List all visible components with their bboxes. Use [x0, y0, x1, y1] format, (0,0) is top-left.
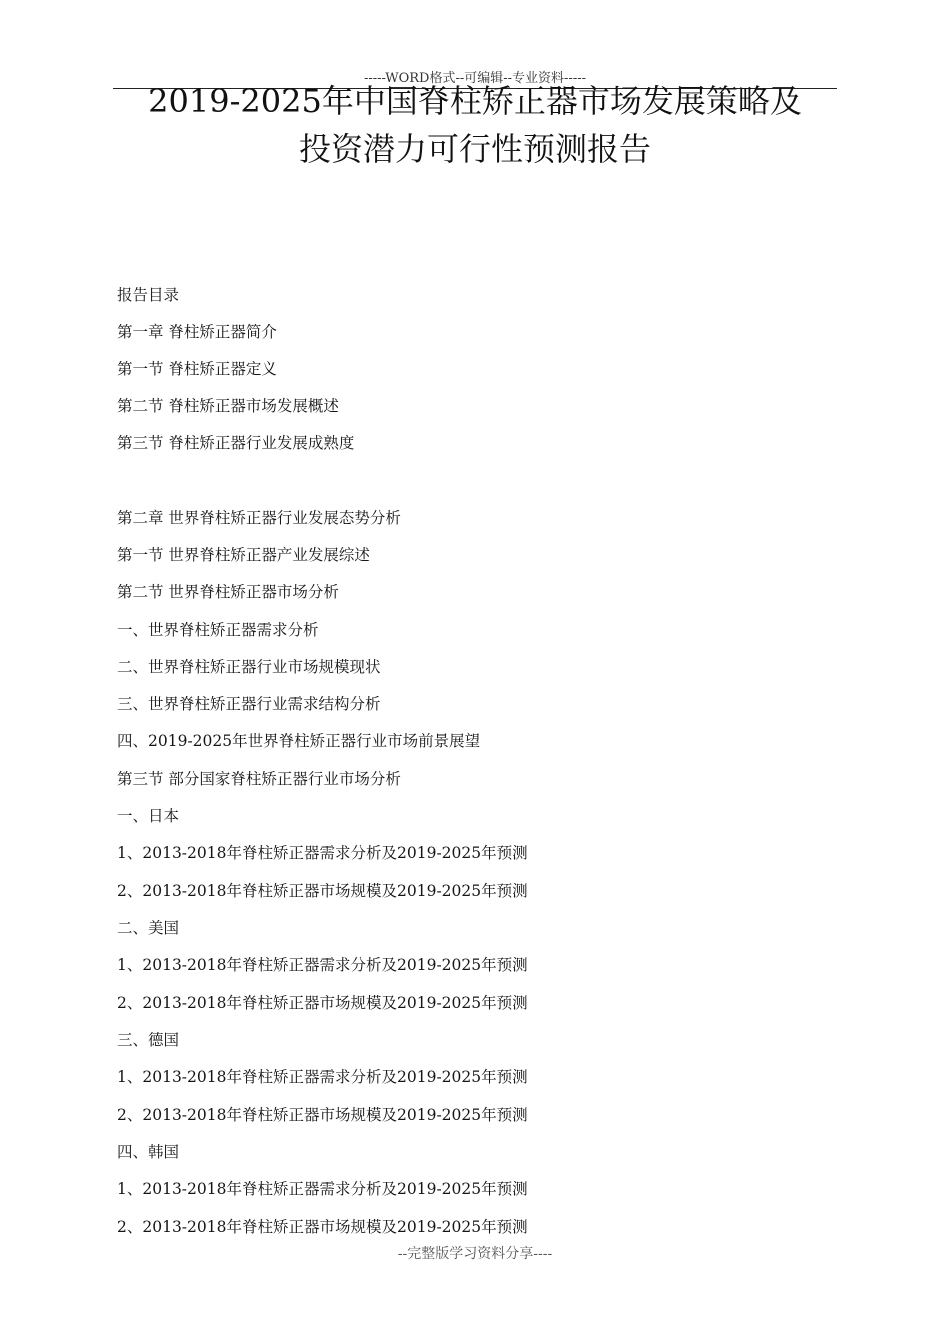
toc-section: 第三节 部分国家脊柱矫正器行业市场分析	[117, 770, 401, 788]
toc-chapter-2: 第二章 世界脊柱矫正器行业发展态势分析	[117, 509, 401, 527]
toc-subsection: 二、世界脊柱矫正器行业市场规模现状	[117, 658, 381, 676]
document-title	[60, 77, 890, 173]
footer-watermark: --完整版学习资料分享----	[397, 1246, 553, 1262]
toc-section: 第一节 世界脊柱矫正器产业发展综述	[117, 546, 370, 564]
toc-section: 第二节 世界脊柱矫正器市场分析	[117, 583, 339, 601]
toc-entry: 2、2013-2018年脊柱矫正器市场规模及2019-2025年预测	[117, 1106, 528, 1124]
toc-heading: 报告目录	[117, 286, 180, 304]
toc-entry: 1、2013-2018年脊柱矫正器需求分析及2019-2025年预测	[117, 956, 528, 974]
header-watermark: -----WORD格式--可编辑--专业资料-----	[363, 71, 587, 86]
toc-entry: 1、2013-2018年脊柱矫正器需求分析及2019-2025年预测	[117, 1180, 528, 1198]
toc-entry: 1、2013-2018年脊柱矫正器需求分析及2019-2025年预测	[117, 1068, 528, 1086]
toc-entry: 2、2013-2018年脊柱矫正器市场规模及2019-2025年预测	[117, 882, 528, 900]
toc-entry: 1、2013-2018年脊柱矫正器需求分析及2019-2025年预测	[117, 844, 528, 862]
toc-chapter-1: 第一章 脊柱矫正器简介	[117, 323, 277, 341]
toc-country: 四、韩国	[117, 1143, 180, 1161]
toc-country: 二、美国	[117, 919, 180, 937]
toc-country: 三、德国	[117, 1031, 180, 1049]
title-line-2: 投资潜力可行性预测报告	[298, 130, 651, 168]
toc-section: 第二节 脊柱矫正器市场发展概述	[117, 397, 339, 415]
toc-section: 第三节 脊柱矫正器行业发展成熟度	[117, 434, 355, 452]
toc-entry: 2、2013-2018年脊柱矫正器市场规模及2019-2025年预测	[117, 994, 528, 1012]
toc-section: 第一节 脊柱矫正器定义	[117, 360, 277, 378]
title-line-1: 2019-2025年中国脊柱矫正器市场发展策略及	[148, 82, 802, 120]
toc-entry: 2、2013-2018年脊柱矫正器市场规模及2019-2025年预测	[117, 1218, 528, 1236]
toc-subsection: 三、世界脊柱矫正器行业需求结构分析	[117, 695, 381, 713]
toc-subsection: 一、世界脊柱矫正器需求分析	[117, 621, 319, 639]
toc-subsection: 四、2019-2025年世界脊柱矫正器行业市场前景展望	[117, 732, 481, 750]
toc-country: 一、日本	[117, 807, 180, 825]
